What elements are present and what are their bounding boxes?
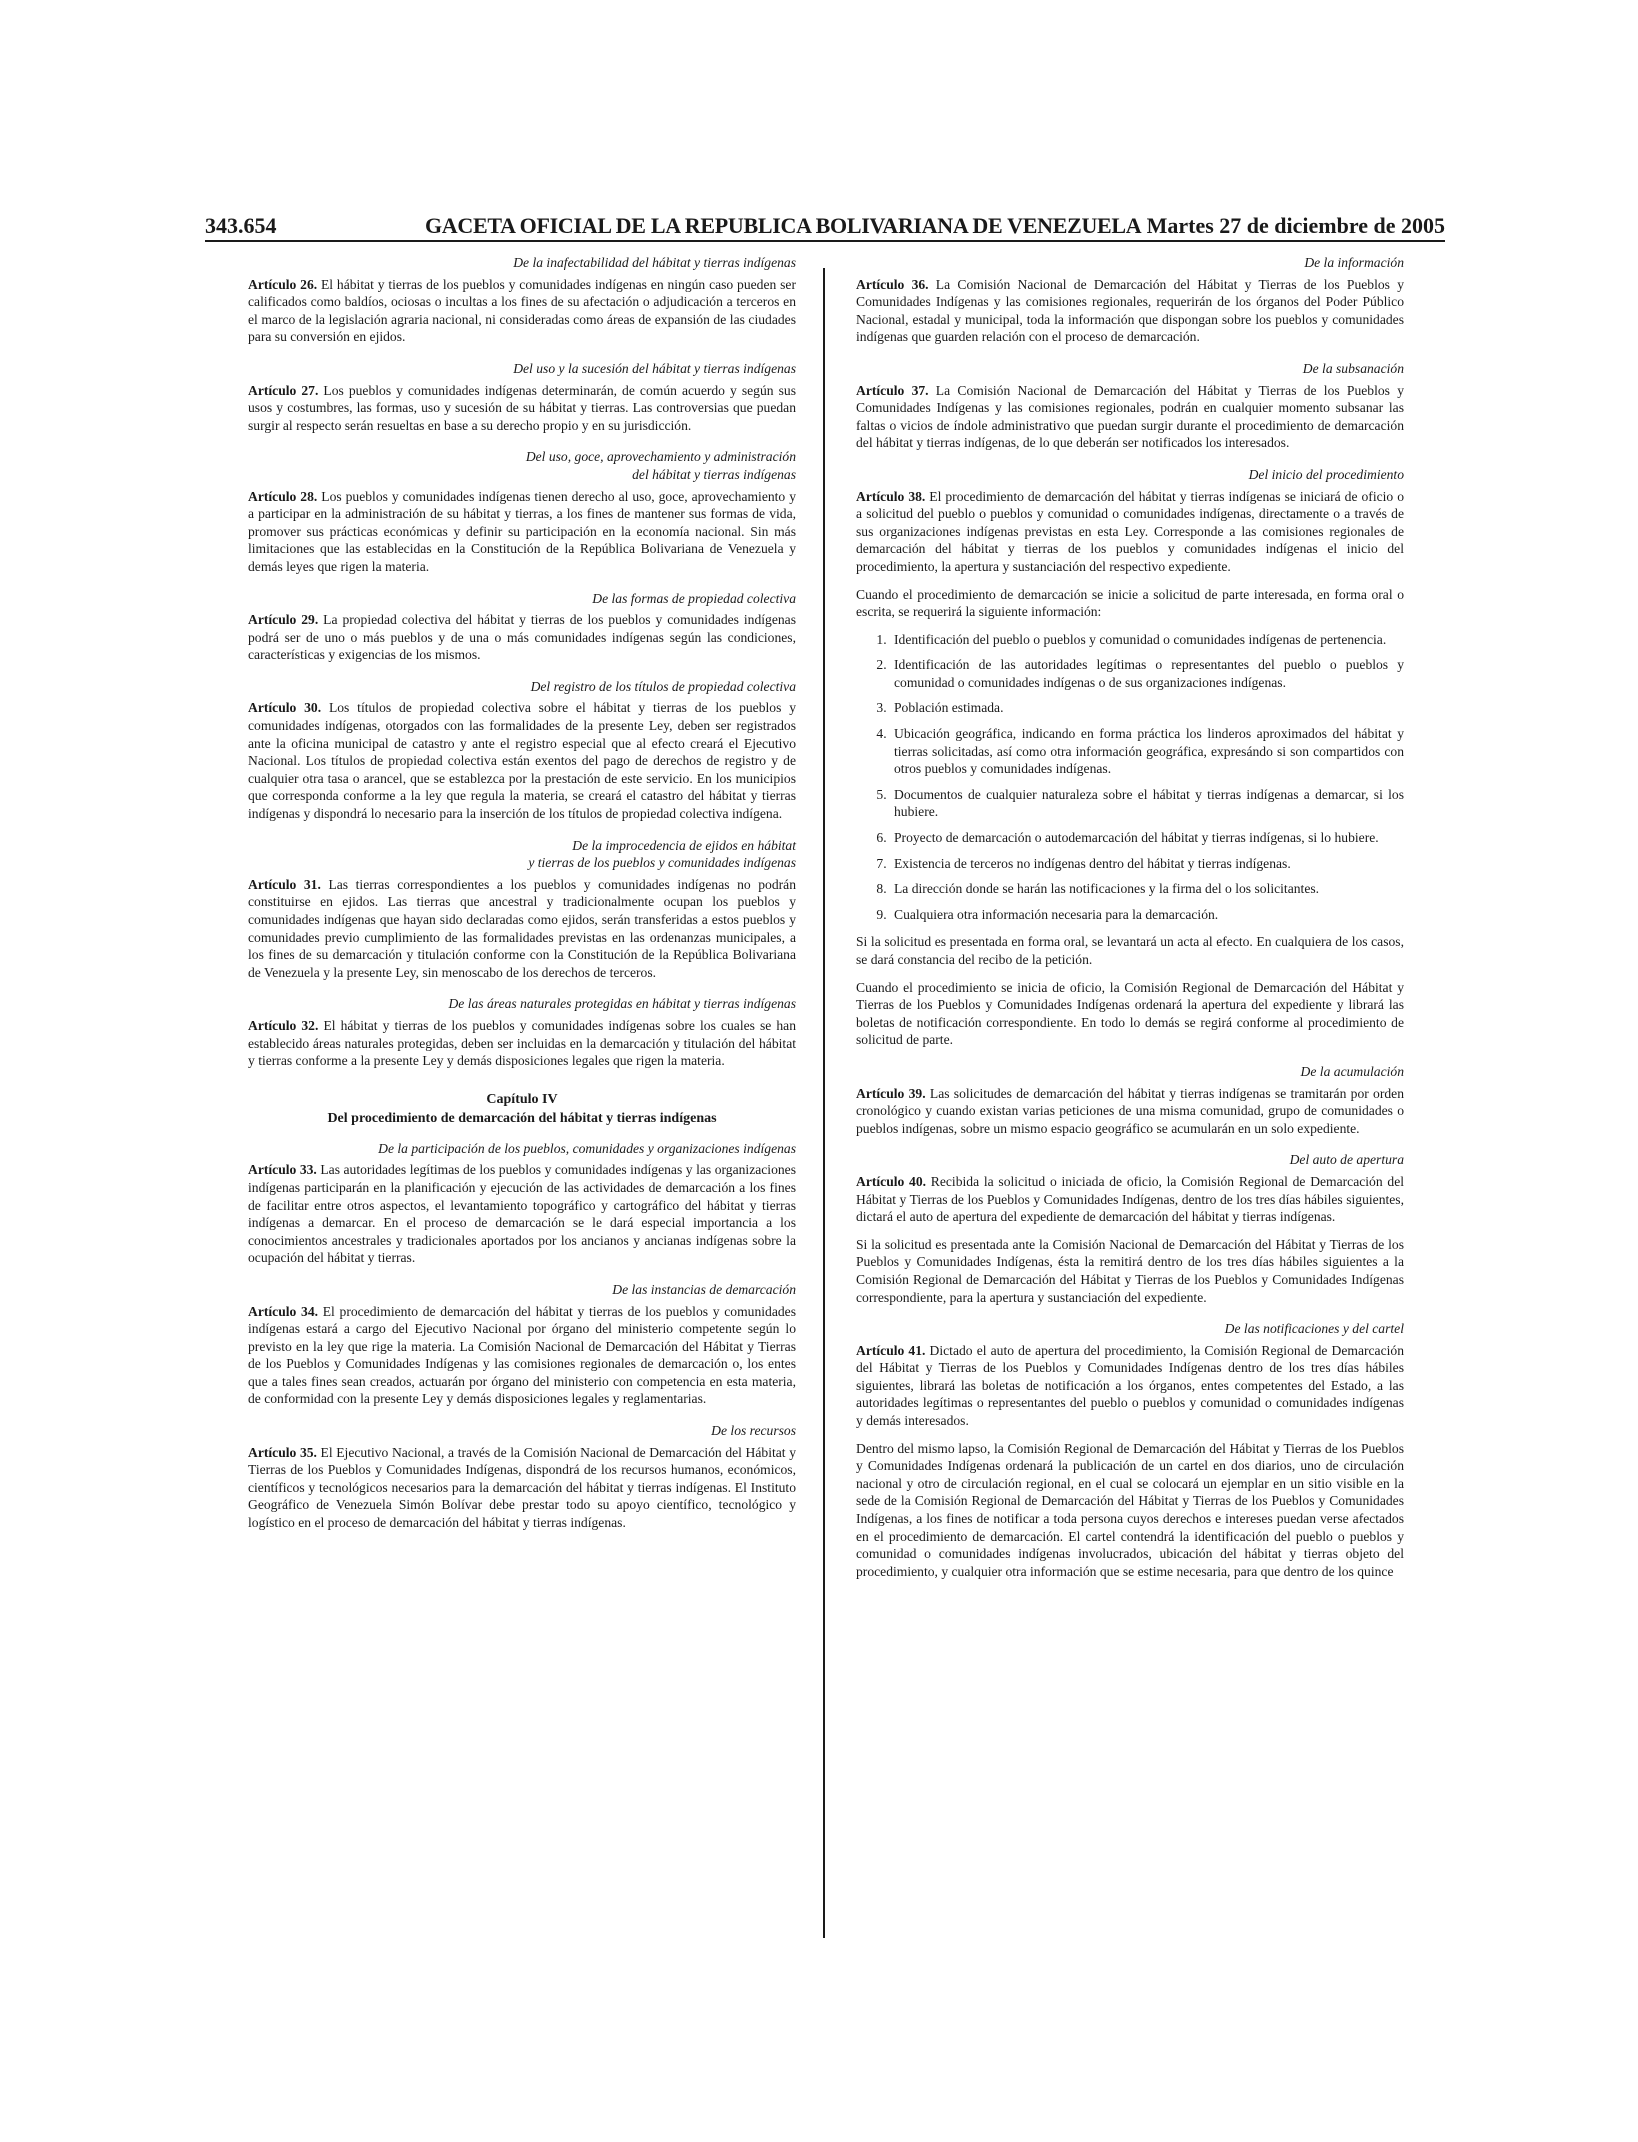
- article-number: Artículo 35.: [248, 1444, 317, 1460]
- article-paragraph: Si la solicitud es presentada en forma oral, se levantará un acta al efecto. En cualquiera de los casos, se dará constancia del recibo de la petición.: [856, 934, 1404, 967]
- article-27-block: [248, 360, 796, 434]
- article-number: Artículo 30.: [248, 700, 322, 716]
- article-number: Artículo 41.: [856, 1342, 926, 1358]
- heading-line: del hábitat y tierras indígenas: [632, 466, 796, 482]
- article-paragraph: [248, 876, 796, 982]
- article-text: El Ejecutivo Nacional, a través de la Comisión Nacional de Demarcación del Hábitat y Tierras de los Pueblos y Comunidades Indígenas, dispondrá de los recursos humanos, económicos, científicos y tecnológicos necesarios para la demarcación del hábitat y tierras indígenas. El Instituto Geográfico de Venezuela Simón Bolívar debe prestar todo su apoyo científico, tecnológico y logístico en el proceso de demarcación del hábitat y tierras indígenas.: [248, 1444, 796, 1531]
- article-text: Las solicitudes de demarcación del hábitat y tierras indígenas se tramitarán por orden cronológico y cuando existan varias peticiones de una misma comunidad, grupo de comunidades o pueblos indígenas, sobre un mismo espacio geográfico se acumularán en un solo expediente.: [856, 1085, 1404, 1136]
- list-item: 2. Identificación de las autoridades legítimas o representantes del pueblo o pueblos y comunidad o comunidades indígenas o de sus organizaciones indígenas.: [890, 656, 1404, 691]
- article-number: Artículo 33.: [248, 1162, 317, 1178]
- gazette-title: GACETA OFICIAL DE LA REPUBLICA BOLIVARIANA DE VENEZUELA: [425, 213, 1142, 238]
- article-28-block: [248, 448, 796, 575]
- article-paragraph: Cuando el procedimiento de demarcación se inicie a solicitud de parte interesada, en forma oral o escrita, se requerirá la siguiente información:: [856, 586, 1404, 620]
- article-text: Las autoridades legítimas de los pueblos y comunidades indígenas y las organizaciones indígenas participarán en la planificación y ejecución de las actividades de demarcación a los fines de facilitar entre otros aspectos, el levantamiento topográfico y cartográfico del hábitat y tierras indígenas a demarcar. En el proceso de demarcación se le dará especial importancia a los conocimientos ancestrales y tradicionales aportados por los ancianos y ancianas indígenas sobre la ocupación del hábitat y tierras.: [248, 1162, 796, 1266]
- article-33-block: [248, 1140, 796, 1267]
- issue-date: Martes 27 de diciembre de 2005: [1146, 213, 1445, 238]
- list-item: 9. Cualquiera otra información necesaria para la demarcación.: [890, 906, 1404, 924]
- column-divider: [823, 268, 825, 1938]
- article-number: Artículo 31.: [248, 876, 321, 892]
- chapter-heading: [248, 1090, 796, 1128]
- article-paragraph: [856, 1173, 1404, 1226]
- article-paragraph: [856, 276, 1404, 346]
- article-paragraph: [856, 382, 1404, 452]
- article-29-block: [248, 590, 796, 664]
- article-number: Artículo 32.: [248, 1017, 319, 1033]
- article-text: El hábitat y tierras de los pueblos y comunidades indígenas sobre los cuales se han establecido áreas naturales protegidas, deben ser incluidas en la demarcación y titulación del hábitat y tierras conforme a la presente Ley y demás disposiciones legales que rigen la materia.: [248, 1017, 797, 1069]
- article-paragraph: [248, 611, 796, 664]
- section-heading: Del inicio del procedimiento: [1248, 466, 1404, 482]
- header-rule: [205, 240, 1445, 242]
- article-text: Los títulos de propiedad colectiva sobre el hábitat y tierras de los pueblos y comunidades indígenas, otorgados con las formalidades de la presente Ley, deben ser registrados ante la oficina municipal de catastro y ante el registro especial que al efecto creará el Ejecutivo Nacional. Los títulos de propiedad colectiva están exentos del pago de derechos de registro y de cualquier otra tasa o arancel, que se establezca por la prestación de este servicio. En los municipios que corresponda conforme a la ley que regula la materia, se creará el catastro del hábitat y tierras indígenas y dispondrá lo necesario para la inserción de los títulos de propiedad colectiva indígena.: [248, 700, 796, 822]
- gazette-header: [205, 213, 1445, 243]
- section-heading: De la subsanación: [1302, 360, 1404, 376]
- article-34-block: [248, 1281, 796, 1408]
- list-item: 4. Ubicación geográfica, indicando en forma práctica los linderos aproximados del hábitat y tierras solicitadas, así como otra información geográfica, expresándo si son compartidos con otros pueblos y comunidades indígenas.: [890, 725, 1404, 778]
- section-heading: De la participación de los pueblos, comunidades y organizaciones indígenas: [378, 1140, 796, 1156]
- article-37-block: [856, 360, 1404, 452]
- article-number: Artículo 34.: [248, 1303, 319, 1319]
- page-number: 343.654: [205, 213, 277, 238]
- article-paragraph: [856, 1085, 1404, 1138]
- article-text: El procedimiento de demarcación del hábitat y tierras indígenas se iniciará de oficio o a solicitud del pueblo o pueblos y comunidad o comunidades indígenas, directamente o a través de sus organizaciones indígenas previstas en esta Ley. Corresponde a las comisiones regionales de demarcación del hábitat y tierras de los pueblos y comunidades indígenas el inicio del procedimiento, la apertura y sustanciación del respectivo expediente.: [856, 488, 1404, 574]
- article-number: Artículo 38.: [856, 488, 926, 504]
- article-text: La Comisión Nacional de Demarcación del Hábitat y Tierras de los Pueblos y Comunidades Indígenas y las comisiones regionales, requerirán de los órganos del Poder Público Nacional, estadal y municipal, toda la información que dispongan sobre los pueblos y comunidades indígenas que guarden relación con el proceso de demarcación.: [856, 276, 1404, 345]
- article-32-block: [248, 995, 796, 1069]
- article-paragraph: [248, 1161, 796, 1267]
- section-heading: De las formas de propiedad colectiva: [592, 590, 796, 606]
- article-40-block: [856, 1151, 1404, 1306]
- article-text: Las tierras correspondientes a los pueblos y comunidades indígenas no podrán constituirse en ejidos. Las tierras que ancestral y tradicionalmente ocupan los pueblos y comunidades indígenas que hayan sido declaradas como ejidos, serán transferidas a estos pueblos y comunidades previo cumplimiento de las formalidades previstas en las ordenanzas municipales, a los fines de su demarcación y titulación conforme con la Constitución de la República Bolivariana de Venezuela y la presente Ley, sin menoscabo de los derechos de terceros.: [248, 876, 796, 980]
- article-number: Artículo 40.: [856, 1173, 927, 1189]
- list-item: 3. Población estimada.: [890, 699, 1404, 717]
- article-number: Artículo 37.: [856, 382, 929, 398]
- article-paragraph: Si la solicitud es presentada ante la Comisión Nacional de Demarcación del Hábitat y Tierras de los Pueblos y Comunidades Indígenas, ésta la remitirá dentro de los tres días hábiles siguientes a la Comisión Regional de Demarcación del Hábitat y Tierras de los Pueblos y Comunidades Indígenas correspondiente, para la apertura y sustanciación del expediente.: [856, 1236, 1404, 1305]
- article-paragraph: [248, 1017, 796, 1070]
- section-heading: Del uso y la sucesión del hábitat y tierras indígenas: [513, 360, 796, 376]
- right-column: [856, 254, 1404, 1594]
- article-text: Dictado el auto de apertura del procedimiento, la Comisión Regional de Demarcación del Hábitat y Tierras de los Pueblos y Comunidades Indígenas dentro de los tres días hábiles siguientes, librará las boletas de notificación a los órganos, entes competentes del Estado, a las autoridades legítimas o representantes del pueblo o pueblos y comunidad o comunidades indígenas y demás interesados.: [856, 1342, 1404, 1429]
- article-text: Los pueblos y comunidades indígenas determinarán, de común acuerdo y según sus usos y costumbres, las formas, uso y sucesión de su hábitat y tierras. Las controversias que puedan surgir al respecto serán resueltas en base a su derecho propio y en su jurisdicción.: [248, 382, 796, 433]
- article-text: Los pueblos y comunidades indígenas tienen derecho al uso, goce, aprovechamiento y a participar en la administración de su hábitat y tierras, a los fines de mantener sus formas de vida, promover sus prácticas económicas y definir su participación en la economía nacional. Sin más limitaciones que las establecidas en la Constitución de la República Bolivariana de Venezuela y demás leyes que rigen la materia.: [248, 488, 796, 574]
- article-number: Artículo 27.: [248, 382, 319, 398]
- section-heading: De las áreas naturales protegidas en hábitat y tierras indígenas: [448, 996, 796, 1012]
- article-41-block: [856, 1320, 1404, 1580]
- article-number: Artículo 29.: [248, 612, 319, 628]
- section-heading: Del auto de apertura: [1289, 1152, 1404, 1168]
- article-36-block: [856, 254, 1404, 346]
- article-paragraph: [248, 1444, 796, 1532]
- article-number: Artículo 36.: [856, 276, 929, 292]
- list-item: 6. Proyecto de demarcación o autodemarcación del hábitat y tierras indígenas, si lo hubiere.: [890, 829, 1404, 847]
- article-text: El procedimiento de demarcación del hábitat y tierras de los pueblos y comunidades indígenas estará a cargo del Ejecutivo Nacional por órgano del ministerio competente según lo previsto en la ley que rige la materia. La Comisión Nacional de Demarcación del Hábitat y Tierras de los Pueblos y Comunidades Indígenas y las comisiones regionales de demarcación o, los entes que a tales fines sean creados, actuarán por órgano del ministerio con competencia en esta materia, de conformidad con la presente Ley y demás disposiciones legales y reglamentarias.: [248, 1303, 796, 1407]
- section-heading: De las instancias de demarcación: [612, 1281, 796, 1297]
- article-paragraph: [248, 276, 796, 346]
- article-38-block: [856, 466, 1404, 1049]
- heading-line: y tierras de los pueblos y comunidades indígenas: [528, 855, 796, 871]
- article-paragraph: [248, 488, 796, 576]
- article-paragraph: [856, 488, 1404, 576]
- chapter-label: Capítulo IV: [486, 1091, 558, 1107]
- list-item: 8. La dirección donde se harán las notificaciones y la firma del o los solicitantes.: [890, 880, 1404, 898]
- list-item: 1. Identificación del pueblo o pueblos y comunidad o comunidades indígenas de pertenencia.: [890, 631, 1404, 649]
- left-column: [248, 254, 796, 1546]
- article-paragraph: [248, 699, 796, 822]
- section-heading: Del registro de los títulos de propiedad colectiva: [530, 678, 796, 694]
- section-heading: De la información: [1304, 255, 1404, 270]
- article-35-block: [248, 1422, 796, 1532]
- article-text: El hábitat y tierras de los pueblos y comunidades indígenas en ningún caso pueden ser calificados como baldíos, ociosas o incultas a los fines de su afectación o adjudicación a terceros en el marco de la legislación agraria nacional, ni consideradas como áreas de expansión de las ciudades para su conversión en ejidos.: [248, 276, 796, 345]
- article-number: Artículo 28.: [248, 488, 318, 504]
- article-30-block: [248, 678, 796, 823]
- section-heading: [248, 837, 796, 872]
- article-31-block: [248, 837, 796, 982]
- heading-line: De la improcedencia de ejidos en hábitat: [572, 837, 796, 853]
- article-paragraph: [248, 1303, 796, 1409]
- section-heading: De los recursos: [711, 1423, 796, 1439]
- heading-line: Del uso, goce, aprovechamiento y administración: [525, 449, 796, 465]
- article-paragraph: Dentro del mismo lapso, la Comisión Regional de Demarcación del Hábitat y Tierras de los Pueblos y Comunidades Indígenas ordenará la publicación de un cartel en dos diarios, uno de circulación nacional y otro de circulación regional, en el cual se colocará un ejemplar en un sitio visible en la sede de la Comisión Regional de Demarcación del Hábitat y Tierras de los Pueblos y Comunidades Indígenas, a los fines de notificar a toda persona cuyos derechos e intereses puedan verse afectados en el procedimiento de demarcación. El cartel contendrá la identificación del pueblo o pueblos y comunidad o comunidades indígenas involucrados, ubicación del hábitat y tierras objeto del procedimiento, y cualquier otra información que se estime necesaria, para que dentro de los quince: [856, 1440, 1404, 1579]
- article-number: Artículo 26.: [248, 276, 318, 292]
- requirements-list: [856, 631, 1404, 924]
- list-item: 5. Documentos de cualquier naturaleza sobre el hábitat y tierras indígenas a demarcar, si los hubiere.: [890, 786, 1404, 821]
- section-heading: De las notificaciones y del cartel: [1224, 1321, 1404, 1337]
- article-text: Recibida la solicitud o iniciada de oficio, la Comisión Regional de Demarcación del Hábitat y Tierras de los Pueblos y Comunidades Indígenas, dentro de los tres días hábiles siguientes, dictará el auto de apertura del expediente de demarcación del hábitat y tierras indígenas.: [856, 1173, 1405, 1225]
- article-39-block: [856, 1063, 1404, 1137]
- article-text: La Comisión Nacional de Demarcación del Hábitat y Tierras de los Pueblos y Comunidades Indígenas y las comisiones regionales, podrán en cualquier momento subsanar las faltas o vicios de índole administrativo que puedan surgir durante el procedimiento de demarcación del hábitat y tierras indígenas, de lo que deberán ser notificados los interesados.: [856, 382, 1404, 451]
- article-paragraph: Cuando el procedimiento se inicia de oficio, la Comisión Regional de Demarcación del Hábitat y Tierras de los Pueblos y Comunidades Indígenas ordenará la apertura del expediente y librará las boletas de notificación correspondiente. En todo lo demás se regirá conforme al procedimiento de solicitud de parte.: [856, 979, 1404, 1048]
- section-heading: [248, 448, 796, 483]
- article-text: La propiedad colectiva del hábitat y tierras de los pueblos y comunidades indígenas podrá ser de uno o más pueblos y de una o más comunidades indígenas según las condiciones, características y exigencias de los mismos.: [248, 612, 796, 663]
- section-heading: De la inafectabilidad del hábitat y tierras indígenas: [513, 255, 796, 270]
- article-number: Artículo 39.: [856, 1085, 926, 1101]
- section-heading: De la acumulación: [1300, 1063, 1404, 1079]
- chapter-title: Del procedimiento de demarcación del hábitat y tierras indígenas: [327, 1110, 717, 1126]
- article-26-block: [248, 254, 796, 346]
- article-paragraph: [856, 1342, 1404, 1430]
- article-paragraph: [248, 382, 796, 435]
- list-item: 7. Existencia de terceros no indígenas dentro del hábitat y tierras indígenas.: [890, 855, 1404, 873]
